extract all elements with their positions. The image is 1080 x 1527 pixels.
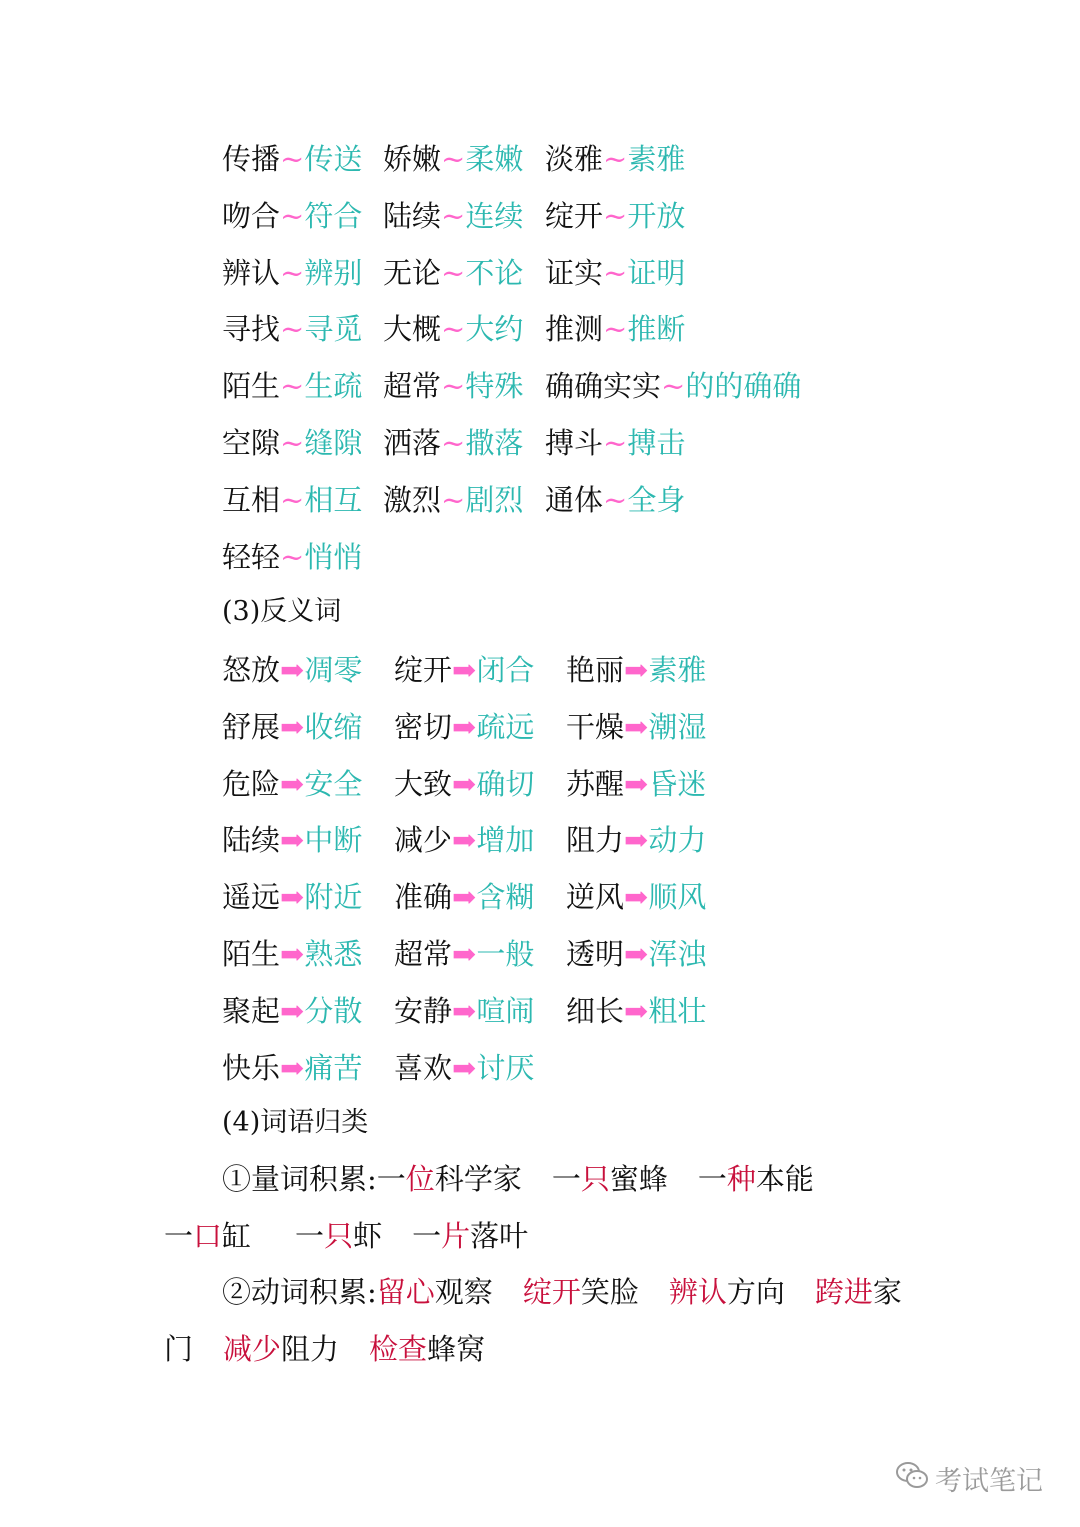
related-word: 浑浊 <box>648 937 707 971</box>
word-pair <box>222 991 362 1031</box>
word-pair <box>394 934 534 974</box>
word: 大概 <box>383 312 442 347</box>
word-pair <box>394 820 534 860</box>
tilde-mark: ~ <box>441 482 466 517</box>
tilde-mark: ~ <box>280 482 305 517</box>
related-word: 凋零 <box>304 653 363 687</box>
arrow-icon: ➡ <box>624 937 649 971</box>
measure-item: 一只蜜蜂 <box>551 1162 668 1196</box>
tilde-mark: ~ <box>603 142 628 176</box>
arrow-icon: ➡ <box>280 766 305 801</box>
arrow-icon: ➡ <box>452 766 477 801</box>
word: 安静 <box>394 993 453 1028</box>
word-pair <box>222 764 362 804</box>
word-pair <box>545 480 685 520</box>
word-pair <box>222 480 362 520</box>
related-word: 撒落 <box>465 426 524 460</box>
word-pair <box>222 196 362 236</box>
word: 传播 <box>222 142 281 176</box>
word-pair <box>383 309 523 349</box>
word: 绽开 <box>394 653 453 687</box>
word-pair <box>222 309 362 349</box>
related-word: 顺风 <box>648 880 707 915</box>
related-word: 传送 <box>304 142 363 176</box>
word: 艳丽 <box>566 653 625 687</box>
arrow-icon: ➡ <box>280 1050 305 1085</box>
related-word: 疏远 <box>476 709 535 744</box>
word-pair <box>383 196 523 236</box>
arrow-icon: ➡ <box>280 823 305 858</box>
word-pair <box>383 139 523 179</box>
word: 大致 <box>394 766 453 801</box>
related-word: 动力 <box>648 823 707 858</box>
related-word: 确切 <box>476 766 535 801</box>
measure-item: 一只虾 <box>295 1219 383 1253</box>
word-pair <box>222 537 362 577</box>
verb-item: 检查蜂窝 <box>369 1332 486 1366</box>
word-pair <box>222 820 362 860</box>
tilde-mark: ~ <box>603 482 628 517</box>
watermark <box>895 1458 1043 1498</box>
word: 舒展 <box>222 709 281 744</box>
related-word: 辨别 <box>304 255 363 290</box>
measure-line-2 <box>164 1216 528 1256</box>
word-pair <box>566 707 706 747</box>
related-word: 中断 <box>304 823 363 858</box>
classify-heading: (4)词语归类 <box>222 1107 369 1138</box>
word: 搏斗 <box>545 426 604 460</box>
related-word: 喧闹 <box>476 993 535 1028</box>
word: 超常 <box>394 937 453 971</box>
tilde-mark: ~ <box>603 312 628 347</box>
watermark-text: 考试笔记 <box>935 1465 1043 1497</box>
word: 通体 <box>545 482 604 517</box>
word-pair <box>545 253 685 293</box>
related-word: 全身 <box>627 482 686 517</box>
word: 陌生 <box>222 369 281 404</box>
arrow-icon: ➡ <box>452 709 477 744</box>
related-word: 收缩 <box>304 709 363 744</box>
word: 苏醒 <box>566 766 625 801</box>
word: 互相 <box>222 482 281 517</box>
word-pair <box>394 764 534 804</box>
arrow-icon: ➡ <box>624 766 649 801</box>
related-word: 生疏 <box>304 369 363 404</box>
word: 证实 <box>545 255 604 290</box>
tilde-mark: ~ <box>603 255 628 290</box>
arrow-icon: ➡ <box>624 880 649 915</box>
word: 遥远 <box>222 880 281 915</box>
related-word: 素雅 <box>648 653 707 687</box>
tilde-mark: ~ <box>280 539 305 574</box>
related-word: 大约 <box>465 312 524 347</box>
related-word: 连续 <box>465 198 524 233</box>
word: 绽开 <box>545 198 604 233</box>
word-pair <box>566 650 706 690</box>
word: 透明 <box>566 937 625 971</box>
related-word: 搏击 <box>627 426 686 460</box>
word-pair <box>394 650 534 690</box>
related-word: 证明 <box>627 255 686 290</box>
word-pair <box>222 139 362 179</box>
word-pair <box>222 707 362 747</box>
measure-item: 一种本能 <box>697 1162 814 1196</box>
verb-continuation: 门 <box>164 1332 194 1366</box>
arrow-icon: ➡ <box>624 823 649 858</box>
verb-line-2 <box>164 1329 485 1369</box>
antonyms-heading: (3)反义词 <box>222 596 342 627</box>
verb-item: 减少阻力 <box>223 1332 340 1366</box>
arrow-icon: ➡ <box>624 653 649 687</box>
word: 推测 <box>545 312 604 347</box>
word-pair <box>222 934 362 974</box>
arrow-icon: ➡ <box>452 1050 477 1085</box>
arrow-icon: ➡ <box>624 709 649 744</box>
word: 陌生 <box>222 937 281 971</box>
related-word: 潮湿 <box>648 709 707 744</box>
word: 超常 <box>383 369 442 404</box>
measure-line-1 <box>222 1159 814 1199</box>
word: 洒落 <box>383 426 442 460</box>
related-word: 推断 <box>627 312 686 347</box>
related-word: 一般 <box>476 937 535 971</box>
related-word: 的的确确 <box>685 369 802 404</box>
arrow-icon: ➡ <box>452 937 477 971</box>
related-word: 缝隙 <box>304 426 363 460</box>
word: 阻力 <box>566 823 625 858</box>
arrow-icon: ➡ <box>452 993 477 1028</box>
word: 危险 <box>222 766 281 801</box>
verb-item: 跨进家 <box>814 1275 902 1309</box>
word: 准确 <box>394 880 453 915</box>
word: 轻轻 <box>222 539 281 574</box>
tilde-mark: ~ <box>280 312 305 347</box>
word-pair <box>394 1048 534 1088</box>
related-word: 素雅 <box>627 142 686 176</box>
related-word: 不论 <box>465 255 524 290</box>
word: 干燥 <box>566 709 625 744</box>
related-word: 符合 <box>304 198 363 233</box>
word: 无论 <box>383 255 442 290</box>
wechat-icon <box>895 1460 935 1497</box>
word-pair <box>394 877 534 917</box>
arrow-icon: ➡ <box>452 653 477 687</box>
related-word: 相互 <box>304 482 363 517</box>
measure-item: 一位科学家 <box>376 1162 522 1196</box>
related-word: 昏迷 <box>648 766 707 801</box>
measure-item: 一口缸 <box>164 1219 252 1253</box>
related-word: 增加 <box>476 823 535 858</box>
arrow-icon: ➡ <box>280 709 305 744</box>
arrow-icon: ➡ <box>280 937 305 971</box>
word: 喜欢 <box>394 1050 453 1085</box>
word-pair <box>566 934 706 974</box>
arrow-icon: ➡ <box>280 993 305 1028</box>
related-word: 粗壮 <box>648 993 707 1028</box>
word: 辨认 <box>222 255 281 290</box>
word: 减少 <box>394 823 453 858</box>
related-word: 特殊 <box>465 369 524 404</box>
tilde-mark: ~ <box>603 198 628 233</box>
related-word: 附近 <box>304 880 363 915</box>
word-pair <box>222 1048 362 1088</box>
tilde-mark: ~ <box>441 198 466 233</box>
related-word: 柔嫩 <box>465 142 524 176</box>
verb-item: 绽开笑脸 <box>522 1275 639 1309</box>
word: 细长 <box>566 993 625 1028</box>
word-pair <box>545 423 685 463</box>
verb-label: ②动词积累: <box>222 1275 377 1309</box>
verb-line-1 <box>222 1272 902 1312</box>
measure-label: ①量词积累: <box>222 1162 377 1196</box>
tilde-mark: ~ <box>280 198 305 233</box>
word-pair <box>545 366 801 406</box>
related-word: 寻觅 <box>304 312 363 347</box>
tilde-mark: ~ <box>441 255 466 290</box>
verb-item: 留心观察 <box>376 1275 493 1309</box>
tilde-mark: ~ <box>441 312 466 347</box>
related-word: 闭合 <box>476 653 535 687</box>
word: 逆风 <box>566 880 625 915</box>
tilde-mark: ~ <box>280 369 305 404</box>
tilde-mark: ~ <box>661 369 686 404</box>
word: 激烈 <box>383 482 442 517</box>
word-pair <box>394 991 534 1031</box>
related-word: 剧烈 <box>465 482 524 517</box>
measure-item: 一片落叶 <box>412 1219 529 1253</box>
word: 娇嫩 <box>383 142 442 176</box>
word: 确确实实 <box>545 369 662 404</box>
related-word: 熟悉 <box>304 937 363 971</box>
word-pair <box>566 820 706 860</box>
word-pair <box>222 253 362 293</box>
related-word: 分散 <box>304 993 363 1028</box>
word-pair <box>394 707 534 747</box>
arrow-icon: ➡ <box>280 653 305 687</box>
tilde-mark: ~ <box>441 142 466 176</box>
word-pair <box>545 196 685 236</box>
related-word: 讨厌 <box>476 1050 535 1085</box>
word-pair <box>545 309 685 349</box>
related-word: 含糊 <box>476 880 535 915</box>
arrow-icon: ➡ <box>624 993 649 1028</box>
related-word: 安全 <box>304 766 363 801</box>
word-pair <box>383 253 523 293</box>
word-pair <box>383 480 523 520</box>
related-word: 悄悄 <box>304 539 363 574</box>
tilde-mark: ~ <box>280 142 305 176</box>
word: 寻找 <box>222 312 281 347</box>
arrow-icon: ➡ <box>452 880 477 915</box>
word: 空隙 <box>222 426 281 460</box>
word: 吻合 <box>222 198 281 233</box>
arrow-icon: ➡ <box>452 823 477 858</box>
word: 淡雅 <box>545 142 604 176</box>
related-word: 开放 <box>627 198 686 233</box>
tilde-mark: ~ <box>280 426 305 460</box>
tilde-mark: ~ <box>603 426 628 460</box>
word-pair <box>566 764 706 804</box>
word-pair <box>383 423 523 463</box>
word-pair <box>222 423 362 463</box>
word: 陆续 <box>383 198 442 233</box>
word: 快乐 <box>222 1050 281 1085</box>
word: 怒放 <box>222 653 281 687</box>
related-word: 痛苦 <box>304 1050 363 1085</box>
word: 陆续 <box>222 823 281 858</box>
verb-item: 辨认方向 <box>668 1275 785 1309</box>
tilde-mark: ~ <box>441 369 466 404</box>
word-pair <box>383 366 523 406</box>
word-pair <box>566 877 706 917</box>
word-pair <box>222 366 362 406</box>
tilde-mark: ~ <box>441 426 466 460</box>
word-pair <box>566 991 706 1031</box>
word: 聚起 <box>222 993 281 1028</box>
arrow-icon: ➡ <box>280 880 305 915</box>
word-pair <box>222 877 362 917</box>
tilde-mark: ~ <box>280 255 305 290</box>
word: 密切 <box>394 709 453 744</box>
word-pair <box>545 139 685 179</box>
word-pair <box>222 650 362 690</box>
